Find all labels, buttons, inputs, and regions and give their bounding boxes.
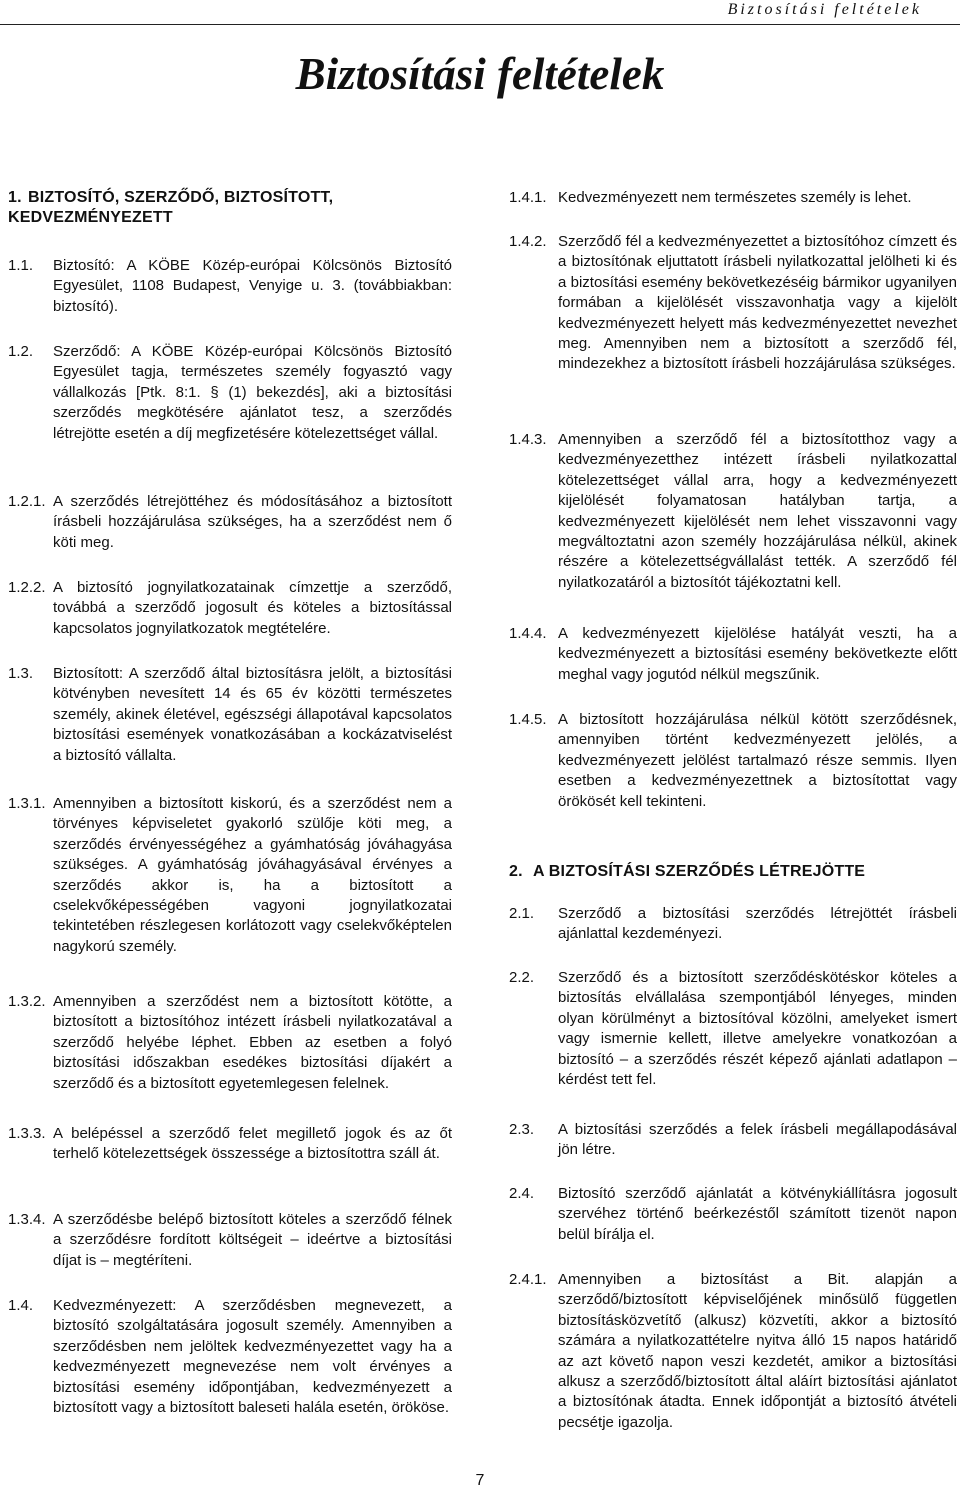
clause-text: Biztosító: A KÖBE Közép-európai Kölcsönös Biztosító Egyesület, 1108 Budapest, Venyige u. 3. (továbbiakban: biztosító). [53, 257, 452, 315]
clause-number: 1.4.2. [509, 233, 547, 250]
clause-number: 2.4.1. [509, 1271, 547, 1288]
clause-number: 1.3.3. [8, 1125, 46, 1142]
page-title: Biztosítási feltételek [295, 49, 665, 99]
clause-number: 2.1. [509, 905, 535, 922]
clause-number: 2.3. [509, 1121, 535, 1138]
clause-text: Szerződő fél a kedvezményezettet a biztosítóhoz címzett és a biztosítónak eljuttatott írásbeli nyilatkozattal jelölheti ki és a biztosítási esemény bekövetkezéséig bármikor ugyanilyen formában a kijelölését visszavonhatja vagy a kijelölt kedvezményezett helyett más kedvezményezettet nevezhet meg. Amennyiben nem a biztosított a szerződő fél, mindezekhez a biztosított írásbeli hozzájárulása szükséges. [558, 233, 957, 373]
clause-number: 1.3. [8, 665, 34, 682]
clause [8, 1210, 452, 1271]
section-heading [509, 862, 957, 882]
clause [8, 256, 452, 317]
clause [509, 904, 957, 945]
clause-number: 1.3.1. [8, 795, 46, 812]
clause-text: Biztosító szerződő ajánlatát a kötvénykiállításra jogosult szervéhez történő beérkezéstől számított tizenöt napon belül bírálja el. [558, 1185, 957, 1243]
clause [509, 968, 957, 1090]
clause [509, 1120, 957, 1161]
clause-text: Amennyiben a szerződő fél a biztosítotthoz vagy a kedvezményezetthez intézett írásbeli nyilatkozattal kötelezettséget vállal arra, hogy a kedvezményezett kijelölését folyamatosan hatályban tartja, a kedvezményezett kijelölését nem lehet visszavonni vagy megváltoztatni azon személy hozzájárulása nélkül, akinek részére a kötelezettségvállalást tették. A szerződő fél nyilatkozatáról a biztosítót tájékoztatni kell. [558, 431, 957, 591]
clause [8, 1296, 452, 1418]
section-heading [8, 188, 452, 228]
clause-text: A kedvezményezett kijelölése hatályát veszti, ha a kedvezményezett a biztosítási esemény bekövetkezte előtt meghal vagy jogutód nélkül megszűnik. [558, 625, 957, 683]
clause-text: Amennyiben a biztosítást a Bit. alapján a szerződő/biztosított képviselőjének minősülő független biztosításközvetítő (alkusz) közvetíti, akkor a biztosító számára a nyilatkozattételre nyitva álló 15 napos határidő az azt követő napon veszi kezdetét, amikor a biztosítási alkusz a szerződő/biztosított által aláírt biztosítási ajánlatot a biztosítónak átadta. Ennek időpontját a biztosító átvételi pecsétje igazolja. [558, 1271, 957, 1431]
clause-text: Amennyiben a biztosított kiskorú, és a szerződést nem a törvényes képviseletet gyakorló szülője köti meg, a szerződés érvényességéhez a gyámhatóság jóváhagyása szükséges. A gyámhatóság jóváhagyásával érvényes a szerződés akkor is, ha a biztosított a cselekvőképességében vagyoni jognyilatkozatai tekintetében részlegesen korlátozott vagy cselekvőképtelen nagykorú személy. [53, 795, 452, 955]
clause-text: Kedvezményezett: A szerződésben megnevezett, a biztosító szolgáltatására jogosult személy. Amennyiben a szerződésben nem jelöltek kedvezményezettet vagy ha a kedvezményezett megnevezése nem volt érvényes a biztosítási esemény időpontjában, kedvezményezett a biztosított vagy a biztosított baleseti halála esetén, örököse. [53, 1297, 452, 1417]
clause [509, 624, 957, 685]
clause-text: Biztosított: A szerződő által biztosításra jelölt, a biztosítási kötvényben nevesített 14 és 65 év közötti természetes személy, akinek életével, egészségi állapotával kapcsolatos biztosítási események vonatkozásában a kockázatviselést a biztosító vállalta. [53, 665, 452, 764]
clause [8, 342, 452, 444]
clause [509, 710, 957, 812]
clause-number: 1.2.2. [8, 579, 46, 596]
clause-number: 2.4. [509, 1185, 535, 1202]
clause-text: A biztosított hozzájárulása nélkül kötött szerződésnek, amennyiben történt kedvezményezett jelölés, a kedvezményezett jelölést tartalmazó része semmis. Ilyen esetben a kedvezményezettnek a biztosítottat vagy örökösét kell tekinteni. [558, 711, 957, 810]
clause [8, 992, 452, 1094]
clause-text: Szerződő a biztosítási szerződés létrejöttét írásbeli ajánlattal kezdeményezi. [558, 905, 957, 943]
clause-number: 1.4.3. [509, 431, 547, 448]
clause [509, 1270, 957, 1433]
clause-text: A belépéssel a szerződő felet megillető jogok és az őt terhelő kötelezettségek összessége a biztosítottra száll át. [53, 1125, 452, 1163]
clause-number: 1.3.4. [8, 1211, 46, 1228]
clause [8, 794, 452, 957]
clause-text: Szerződő: A KÖBE Közép-európai Kölcsönös Biztosító Egyesület tagja, természetes személy fogyasztó vagy vállalkozás [Ptk. 8:1. § (1) bekezdés], aki a biztosítási szerződés megkötésére ajánlatot tesz, a szerződés létrejötte esetén a díj megfizetésére kötelezettséget vállal. [53, 343, 452, 442]
clause-number: 1.4.1. [509, 189, 547, 206]
clause-number: 1.3.2. [8, 993, 46, 1010]
clause-number: 2.2. [509, 969, 535, 986]
clause-number: 1.4. [8, 1297, 34, 1314]
clause-text: Kedvezményezett nem természetes személy is lehet. [558, 189, 912, 206]
clause [8, 664, 452, 766]
clause-number: 1.2.1. [8, 493, 46, 510]
clause-text: A biztosítási szerződés a felek írásbeli megállapodásával jön létre. [558, 1121, 957, 1159]
section-title: A BIZTOSÍTÁSI SZERZŐDÉS LÉTREJÖTTE [533, 863, 866, 880]
clause [509, 1184, 957, 1245]
clause [8, 578, 452, 639]
section-number: 1. [8, 189, 22, 206]
running-header-text: Biztosítási feltételek [727, 1, 922, 18]
clause-number: 1.4.5. [509, 711, 547, 728]
clause-text: A szerződésbe belépő biztosított köteles a szerződő félnek a szerződésre fordított költségeit – ideértve a biztosítási díjat is – megtéríteni. [53, 1211, 452, 1269]
clause-number: 1.4.4. [509, 625, 547, 642]
clause-number: 1.1. [8, 257, 34, 274]
clause-text: Amennyiben a szerződést nem a biztosított kötötte, a biztosított a biztosítóhoz intézett írásbeli nyilatkozatával a szerződő helyébe léphet. Ebben az esetben a folyó biztosítási időszakban esedékes biztosítási díjakért a szerződő és a biztosított egyetemlegesen felelnek. [53, 993, 452, 1092]
clause-text: Szerződő és a biztosított szerződéskötéskor köteles a biztosítás elvállalása szempontjából lényeges, minden olyan körülményt a biztosítóval közölni, amelyeket ismert vagy ismernie kellett, illetve amelyekre vonatkozóan a biztosító – a szerződés részét képező ajánlati adatlapon – kérdést tett fel. [558, 969, 957, 1089]
clause [8, 492, 452, 553]
clause-number: 1.2. [8, 343, 34, 360]
section-title: BIZTOSÍTÓ, SZERZŐDŐ, BIZTOSÍTOTT, KEDVEZMÉNYEZETT [8, 189, 334, 226]
clause [8, 1124, 452, 1165]
section-number: 2. [509, 863, 523, 880]
running-header [0, 0, 960, 25]
clause [509, 232, 957, 375]
clause-text: A szerződés létrejöttéhez és módosításához a biztosított írásbeli hozzájárulása szükséges, ha a szerződést nem ő köti meg. [53, 493, 452, 551]
clause [509, 430, 957, 593]
clause-text: A biztosító jognyilatkozatainak címzettje a szerződő, továbbá a szerződő jogosult és köteles a biztosítással kapcsolatos jognyilatkozatok megtételére. [53, 579, 452, 637]
page-number: 7 [475, 1472, 485, 1489]
clause [509, 188, 957, 208]
